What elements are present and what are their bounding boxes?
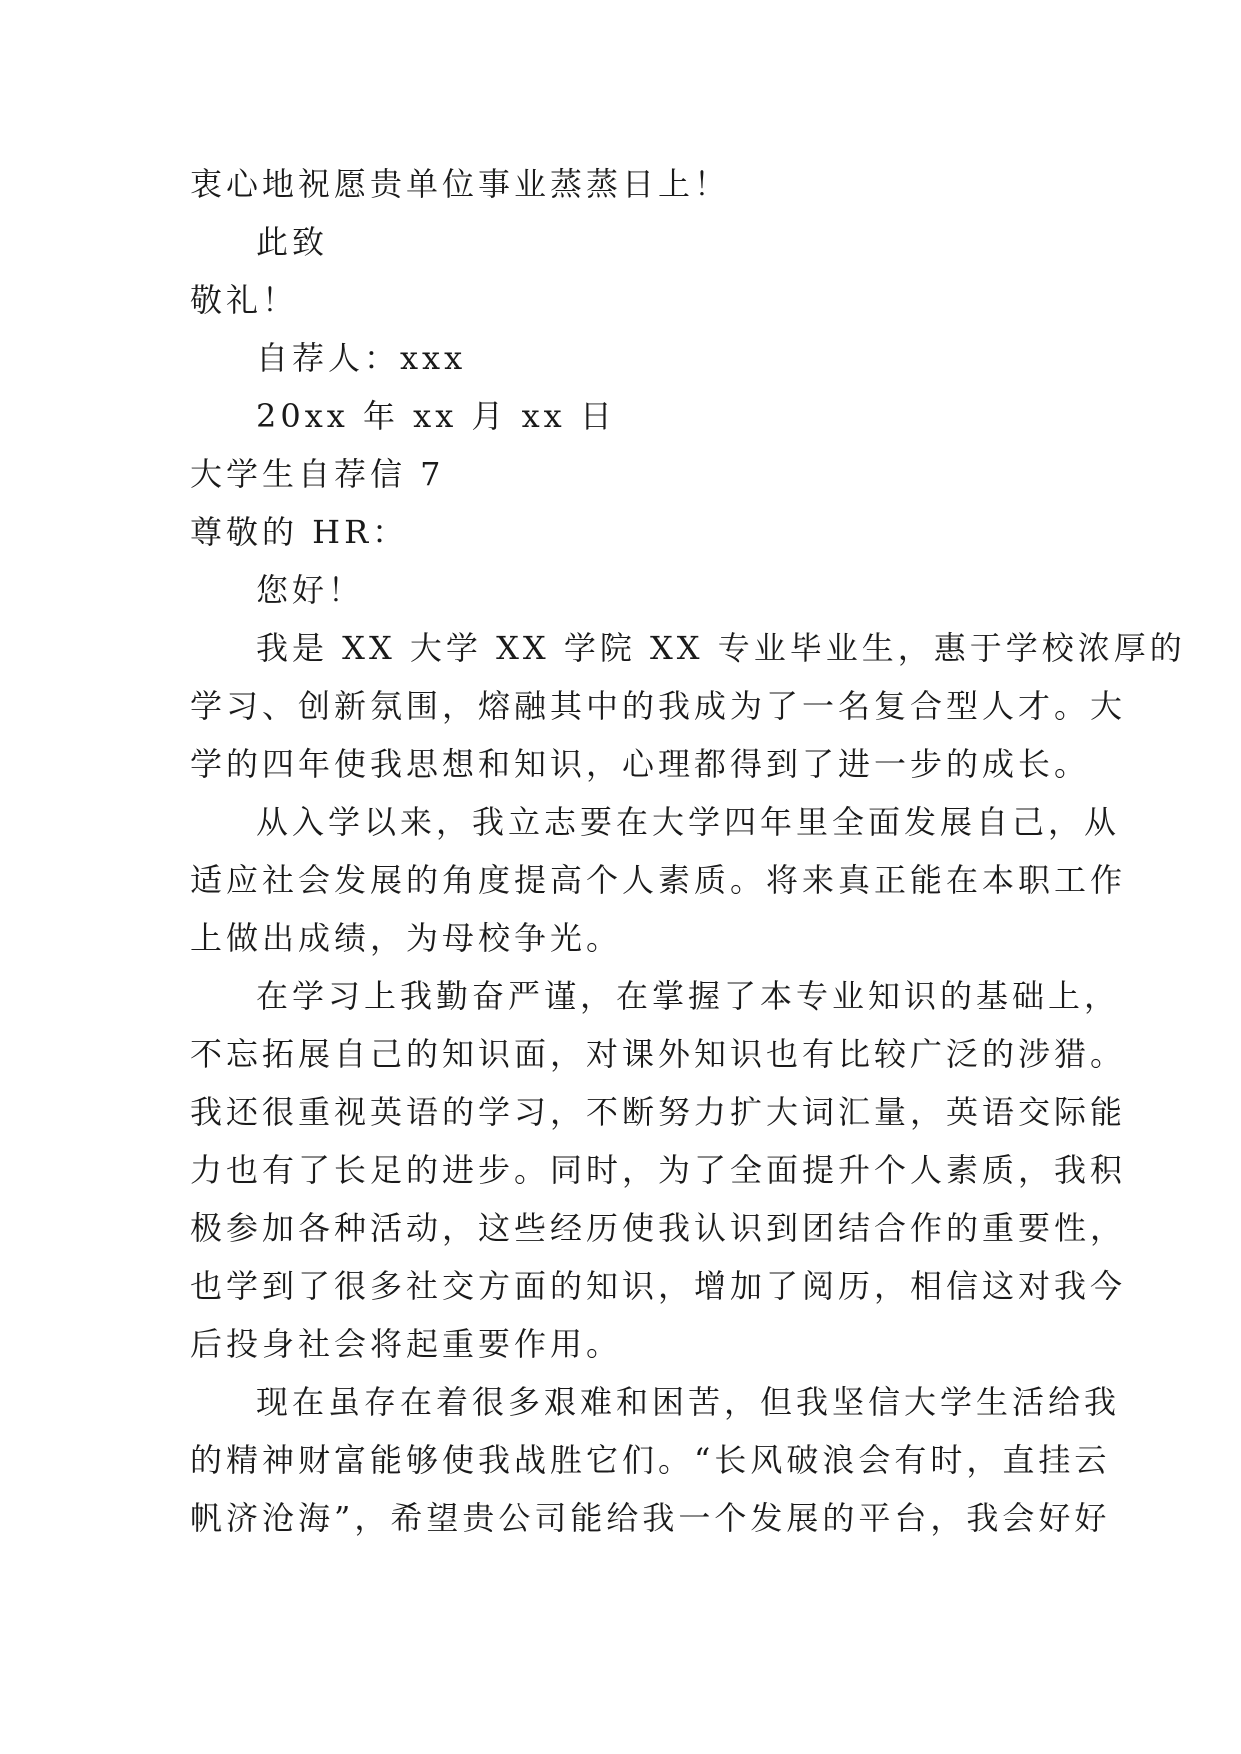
paragraph-line: 力也有了长足的进步。同时，为了全面提升个人素质，我积 [190,1151,1127,1189]
paragraph-line: 学习、创新氛围，熔融其中的我成为了一名复合型人才。大 [190,687,1127,725]
paragraph-line: 后投身社会将起重要作用。 [190,1325,623,1363]
paragraph-line: 的精神财富能够使我战胜它们。“长风破浪会有时，直挂云 [190,1441,1111,1479]
paragraph-line: 现在虽存在着很多艰难和困苦，但我坚信大学生活给我 [256,1383,1121,1421]
paragraph-line: 从入学以来，我立志要在大学四年里全面发展自己，从 [256,803,1121,841]
paragraph-line: 极参加各种活动，这些经历使我认识到团结合作的重要性， [190,1209,1127,1247]
paragraph-line: 我是 XX 大学 XX 学院 XX 专业毕业生，惠于学校浓厚的 [256,629,1186,667]
paragraph-line: 也学到了很多社交方面的知识，增加了阅历，相信这对我今 [190,1267,1127,1305]
signature-line: 自荐人：xxx [256,339,467,377]
section-title: 大学生自荐信 7 [190,455,445,493]
paragraph-line: 适应社会发展的角度提高个人素质。将来真正能在本职工作 [190,861,1127,899]
paragraph-line: 学的四年使我思想和知识，心理都得到了进一步的成长。 [190,745,1091,783]
paragraph-line: 上做出成绩，为母校争光。 [190,919,623,957]
salutation-cizhi: 此致 [256,223,329,261]
greeting-hello: 您好！ [256,571,365,609]
date-line: 20xx 年 xx 月 xx 日 [256,397,616,435]
closing-wish-line: 衷心地祝愿贵单位事业蒸蒸日上！ [190,165,731,203]
paragraph-line: 我还很重视英语的学习，不断努力扩大词汇量，英语交际能 [190,1093,1127,1131]
greeting-hr: 尊敬的 HR： [190,513,409,551]
paragraph-line: 不忘拓展自己的知识面，对课外知识也有比较广泛的涉猎。 [190,1035,1127,1073]
paragraph-line: 帆济沧海”，希望贵公司能给我一个发展的平台，我会好好 [190,1499,1111,1537]
paragraph-line: 在学习上我勤奋严谨，在掌握了本专业知识的基础上， [256,977,1121,1015]
salutation-jingli: 敬礼！ [190,281,299,319]
